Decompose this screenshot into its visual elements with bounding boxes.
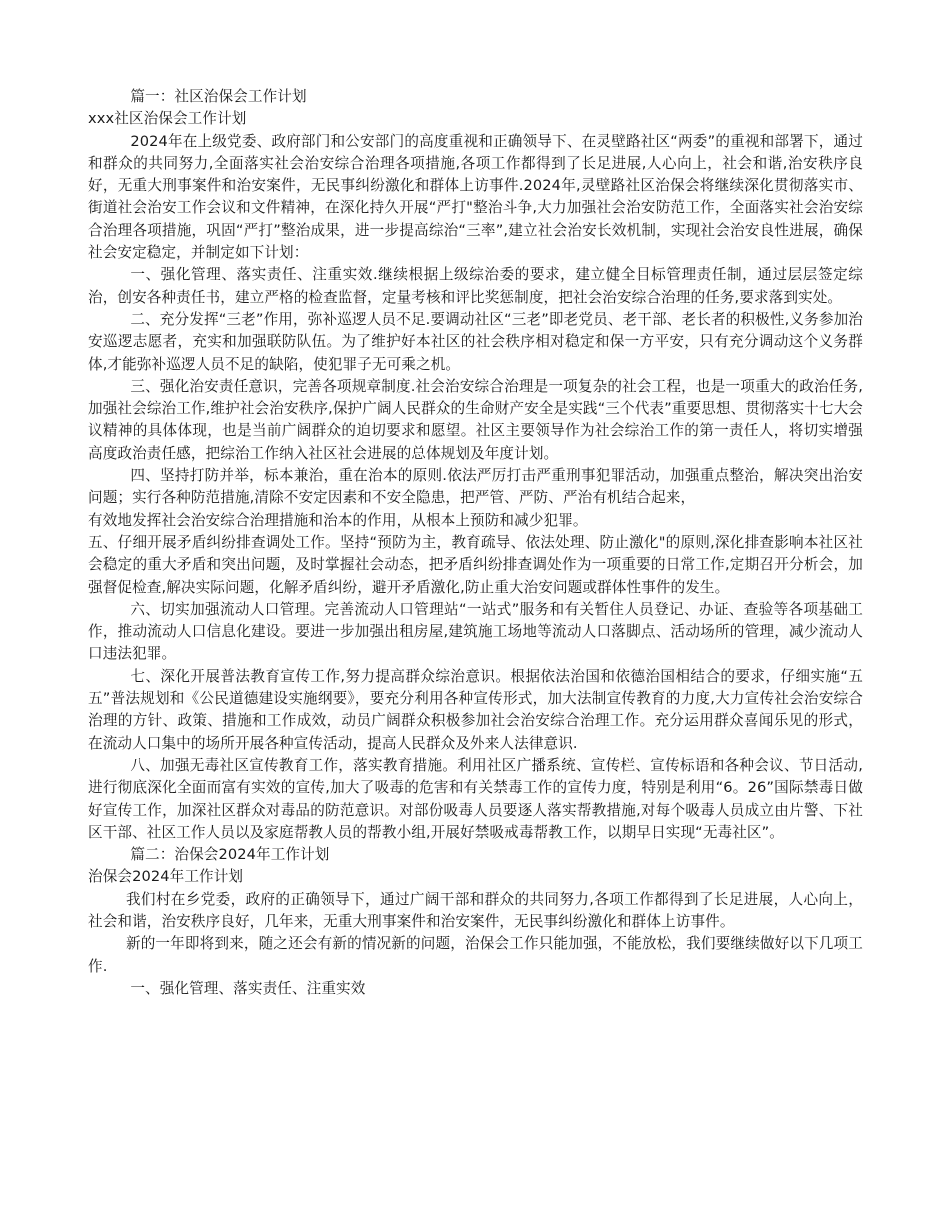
part1-item-4-continuation: 有效地发挥社会治安综合治理措施和治本的作用，从根本上预防和减少犯罪。 <box>88 511 588 529</box>
document-page <box>88 86 863 1000</box>
part2-title: 治保会2024年工作计划 <box>88 868 244 886</box>
part1-item-4: 四、坚持打防并举，标本兼治，重在治本的原则.依法严厉打击严重刑事犯罪活动，加强重点整治，解决突出治安问题；实行各种防范措施,清除不安定因素和不安全隐患，把严管、严防、严治有机结合起来， <box>88 467 863 507</box>
part2-paragraph-1: 我们村在乡党委，政府的正确领导下，通过广阔干部和群众的共同努力,各项工作都得到了长足进展，人心向上，社会和谐，治安秩序良好，几年来，无重大刑事案件和治安案件，无民事纠纷激化和群体上访事件。 <box>88 890 863 930</box>
part1-item-1: 一、强化管理、落实责任、注重实效.继续根据上级综治委的要求，建立健全目标管理责任制，通过层层签定综治，创安各种责任书，建立严格的检查监督，定量考核和评比奖惩制度，把社会治安综合治理的任务,要求落到实处。 <box>88 266 863 306</box>
part1-heading: 篇一：社区治保会工作计划 <box>130 88 307 105</box>
part1-item-6: 六、切实加强流动人口管理。完善流动人口管理站“一站式”服务和有关暂住人员登记、办证、查验等各项基础工作，推动流动人口信息化建设。要进一步加强出租房屋,建筑施工场地等流动人口落脚点、活动场所的管理，减少流动人口违法犯罪。 <box>88 600 863 663</box>
part2-paragraph-2: 新的一年即将到来，随之还会有新的情况新的问题，治保会工作只能加强，不能放松，我们要继续做好以下几项工作. <box>88 935 863 975</box>
part1-intro-paragraph: 2024年在上级党委、政府部门和公安部门的高度重视和正确领导下、在灵壁路社区“两委”的重视和部署下，通过和群众的共同努力,全面落实社会治安综合治理各项措施,各项工作都得到了长足进展,人心向上，社会和谐,治安秩序良好，无重大刑事案件和治安案件，无民事纠纷激化和群体上访事件.2024年,灵壁路社区治保会将继续深化贯彻落实市、街道社会治安工作会议和文件精神，在深化持久开展“严打"整治斗争,大力加强社会治安防范工作，全面落实社会治安综合治理各项措施，巩固“严打”整治成果，进一步提高综治“三率”,建立社会治安长效机制，实现社会治安良性进展，确保社会安定稳定，并制定如下计划： <box>88 132 863 262</box>
part1-item-7: 七、深化开展普法教育宣传工作,努力提高群众综治意识。根据依法治国和依德治国相结合的要求，仔细实施“五五”普法规划和《公民道德建设实施纲要》，要充分利用各种宣传形式，加大法制宣传教育的力度,大力宣传社会治安综合治理的方针、政策、措施和工作成效，动员广阔群众积极参加社会治安综合治理工作。充分运用群众喜闻乐见的形式，在流动人口集中的场所开展各种宣传活动，提高人民群众及外来人法律意识. <box>88 667 863 752</box>
part1-title: xxx社区治保会工作计划 <box>88 110 247 128</box>
part1-item-5: 五、仔细开展矛盾纠纷排查调处工作。坚持“预防为主，教育疏导、依法处理、防止激化"的原则,深化排查影响本社区社会稳定的重大矛盾和突出问题，及时掌握社会动态，把矛盾纠纷排查调处作为一项重要的日常工作,定期召开分析会，加强督促检查,解决实际问题，化解矛盾纠纷，避开矛盾激化,防止重大治安问题或群体性事件的发生。 <box>88 533 863 596</box>
part2-item-1: 一、强化管理、落实责任、注重实效 <box>130 979 366 997</box>
part2-heading: 篇二：治保会2024年工作计划 <box>130 846 330 864</box>
part1-item-2: 二、充分发挥“三老”作用，弥补巡逻人员不足.要调动社区“三老”即老党员、老干部、老长者的积极性,义务参加治安巡逻志愿者，充实和加强联防队伍。为了维护好本社区的社会秩序相对稳定和保一方平安，只有充分调动这个义务群体,才能弥补巡逻人员不足的缺陷，使犯罪子无可乘之机。 <box>88 310 863 373</box>
part1-item-3: 三、强化治安责任意识，完善各项规章制度.社会治安综合治理是一项复杂的社会工程，也是一项重大的政治任务,加强社会综治工作,维护社会治安秩序,保护广阔人民群众的生命财产安全是实践“三个代表”重要思想、贯彻落实十七大会议精神的具体体现，也是当前广阔群众的迫切要求和愿望。社区主要领导作为社会综治工作的第一责任人，将切实增强高度政治责任感，把综治工作纳入社区社会进展的总体规划及年度计划。 <box>88 377 863 462</box>
part1-item-8: 八、加强无毒社区宣传教育工作，落实教育措施。利用社区广播系统、宣传栏、宣传标语和各种会议、节日活动,进行彻底深化全面而富有实效的宣传,加大了吸毒的危害和有关禁毒工作的宣传力度，特别是利用“6。26”国际禁毒日做好宣传工作，加深社区群众对毒品的防范意识。对部份吸毒人员要逐人落实帮教措施,对每个吸毒人员成立由片警、下社区干部、社区工作人员以及家庭帮教人员的帮教小组,开展好禁吸戒毒帮教工作，以期早日实现“无毒社区”。 <box>88 756 863 841</box>
